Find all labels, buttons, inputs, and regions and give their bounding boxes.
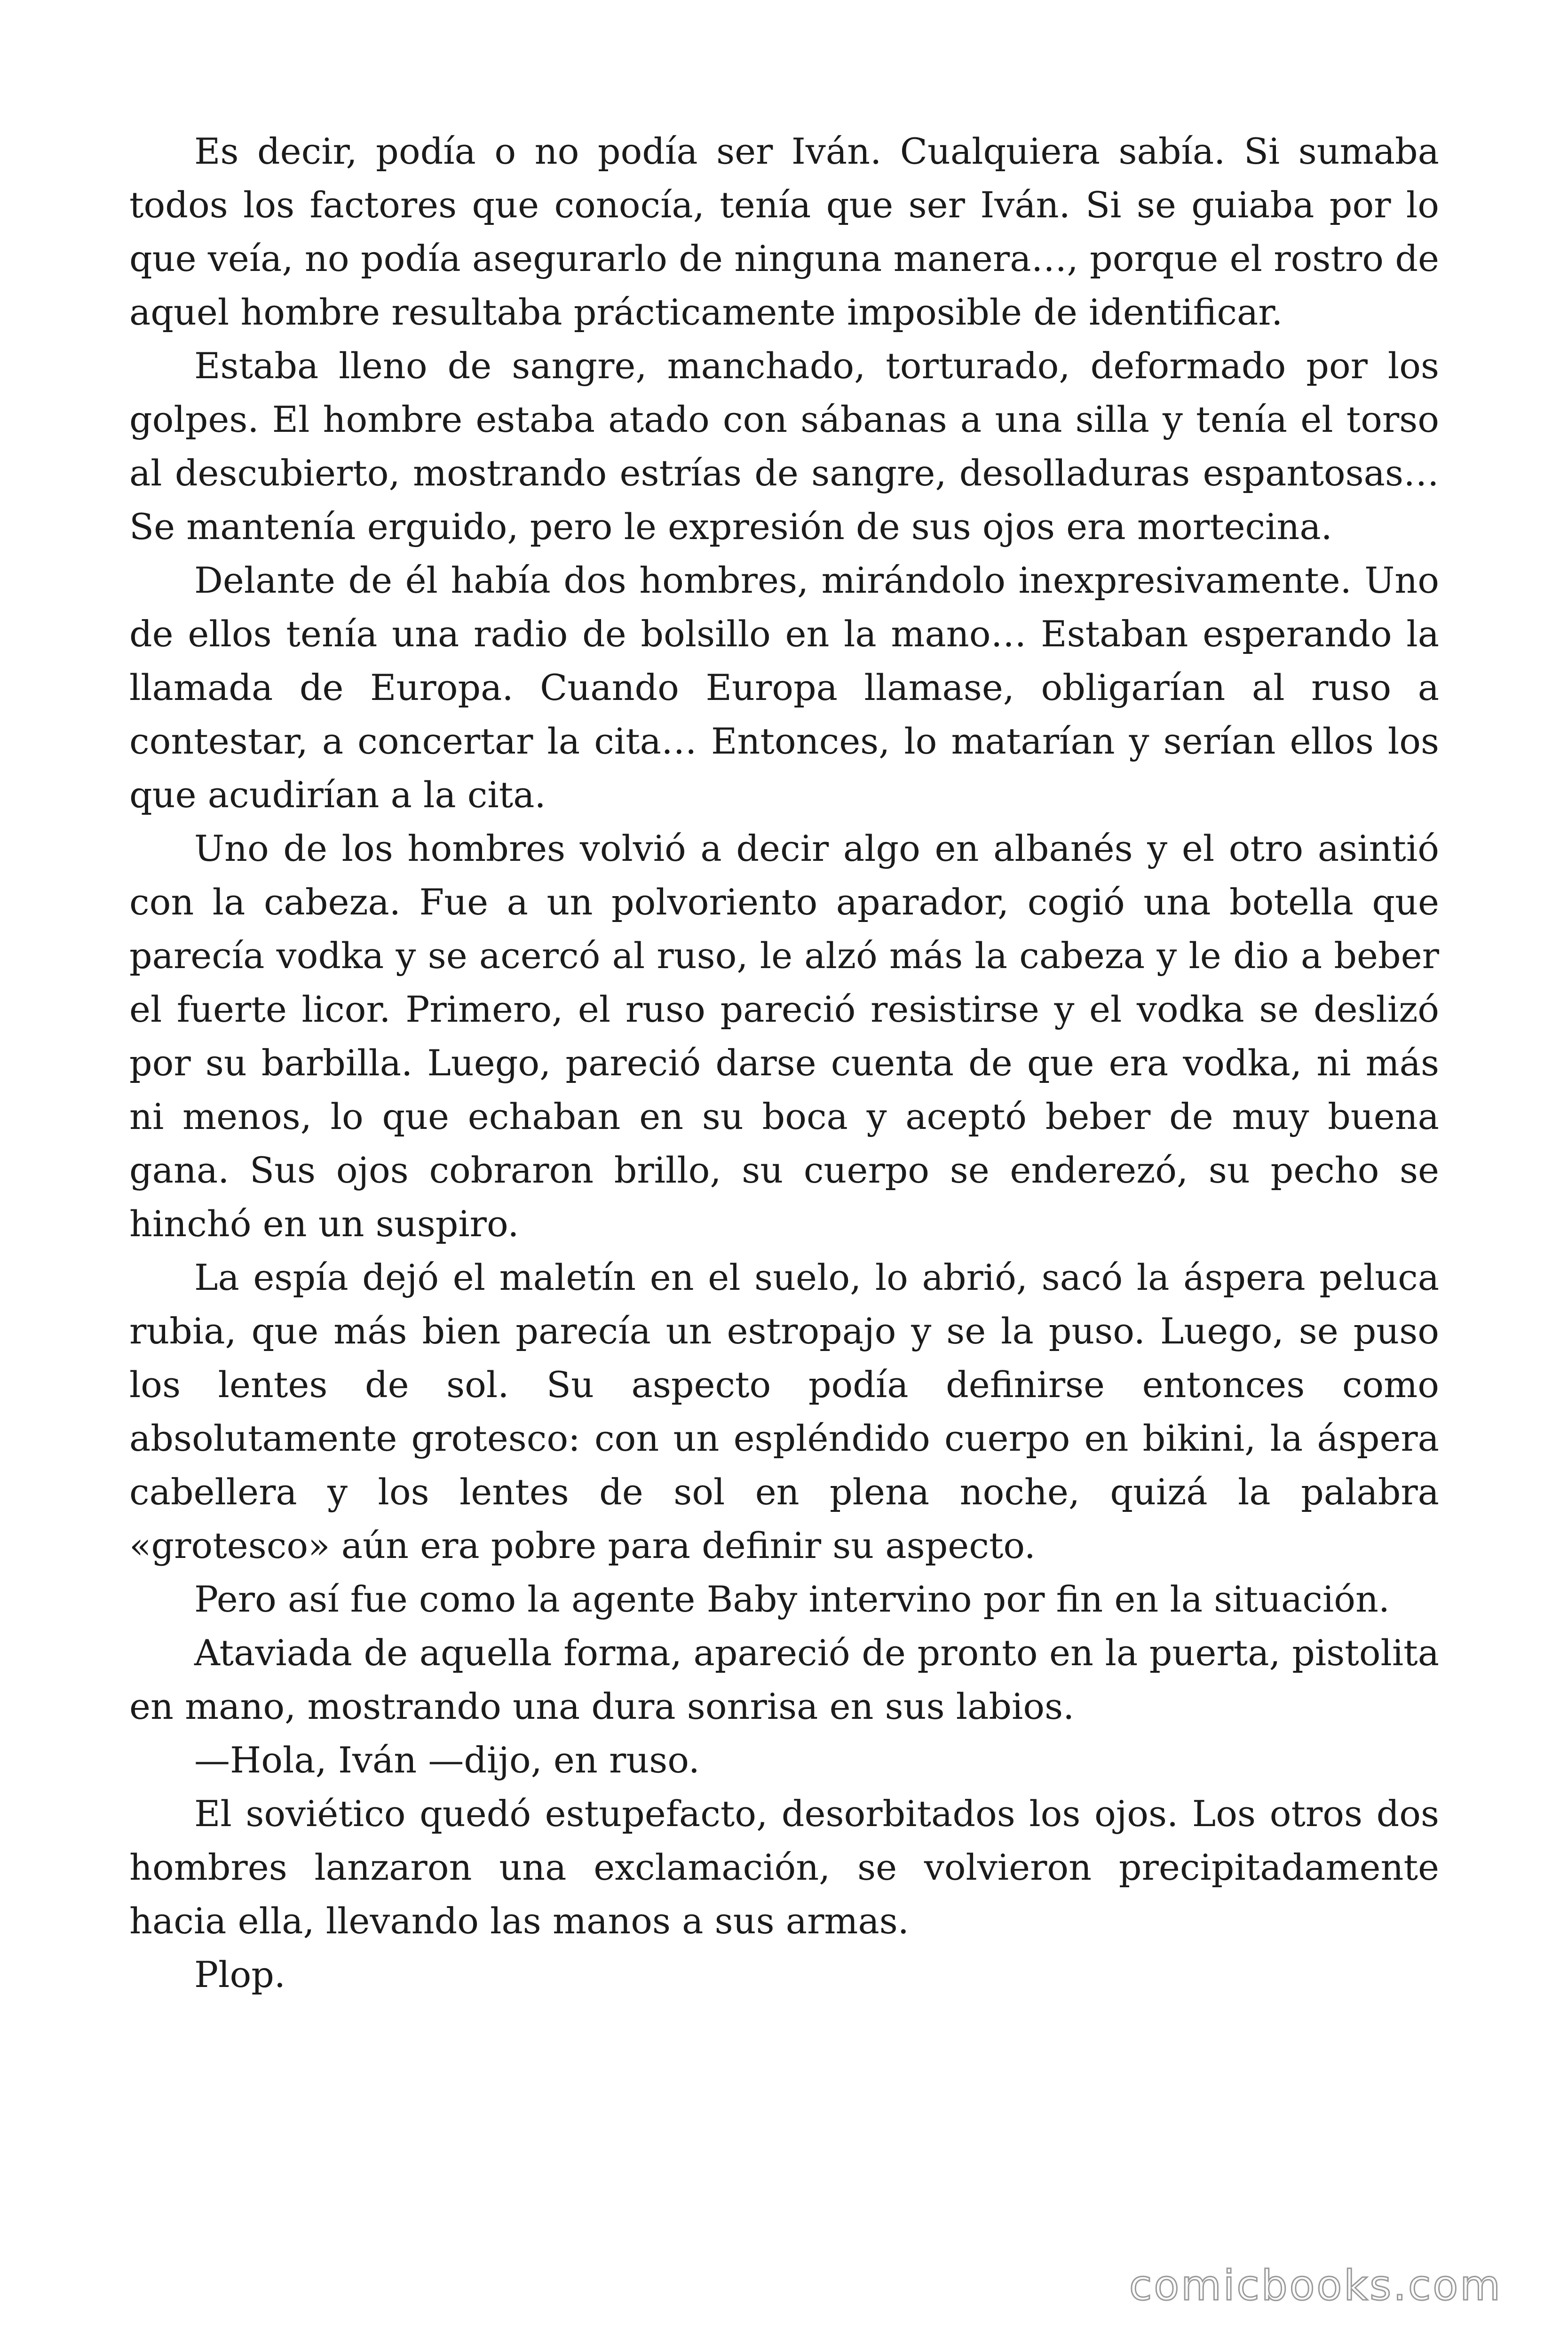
page-body <box>129 125 1439 2002</box>
paragraph-9: El soviético quedó estupefacto, desorbitados los ojos. Los otros dos hombres lanzaron una exclamación, se volvieron precipitadamente hacia ella, llevando las manos a sus armas. <box>129 1793 1439 1942</box>
paragraph-7: Ataviada de aquella forma, apareció de pronto en la puerta, pistolita en mano, mostrando una dura sonrisa en sus labios. <box>129 1632 1439 1727</box>
watermark: comicbooks.com <box>1129 2261 1502 2310</box>
paragraph-6: Pero así fue como la agente Baby intervino por fin en la situación. <box>194 1578 1390 1620</box>
paragraph-2: Estaba lleno de sangre, manchado, torturado, deformado por los golpes. El hombre estaba atado con sábanas a una silla y tenía el torso al descubierto, mostrando estrías de sangre, desolladuras espantosas… Se mantenía erguido, pero le expresión de sus ojos era mortecina. <box>129 345 1439 548</box>
paragraph-10: Plop. <box>194 1954 286 1995</box>
paragraph-8-dialogue: —Hola, Iván —dijo, en ruso. <box>194 1739 700 1781</box>
paragraph-5: La espía dejó el maletín en el suelo, lo abrió, sacó la áspera peluca rubia, que más bien parecía un estropajo y se la puso. Luego, se puso los lentes de sol. Su aspecto podía definirse entonces como absolutamente grotesco: con un espléndido cuerpo en bikini, la áspera cabellera y los lentes de sol en plena noche, quizá la palabra «grotesco» aún era pobre para definir su aspecto. <box>129 1256 1439 1566</box>
paragraph-4: Uno de los hombres volvió a decir algo en albanés y el otro asintió con la cabeza. Fue a un polvoriento aparador, cogió una botella que parecía vodka y se acercó al ruso, le alzó más la cabeza y le dio a beber el fuerte licor. Primero, el ruso pareció resistirse y el vodka se deslizó por su barbilla. Luego, pareció darse cuenta de que era vodka, ni más ni menos, lo que echaban en su boca y aceptó beber de muy buena gana. Sus ojos cobraron brillo, su cuerpo se enderezó, su pecho se hinchó en un suspiro. <box>129 827 1439 1245</box>
paragraph-3: Delante de él había dos hombres, mirándolo inexpresivamente. Uno de ellos tenía una radio de bolsillo en la mano… Estaban esperando la llamada de Europa. Cuando Europa llamase, obligarían al ruso a contestar, a concertar la cita… Entonces, lo matarían y serían ellos los que acudirían a la cita. <box>129 559 1439 816</box>
paragraph-1: Es decir, podía o no podía ser Iván. Cualquiera sabía. Si sumaba todos los factores que conocía, tenía que ser Iván. Si se guiaba por lo que veía, no podía asegurarlo de ninguna manera…, porque el rostro de aquel hombre resultaba prácticamente imposible de identificar. <box>129 130 1439 333</box>
